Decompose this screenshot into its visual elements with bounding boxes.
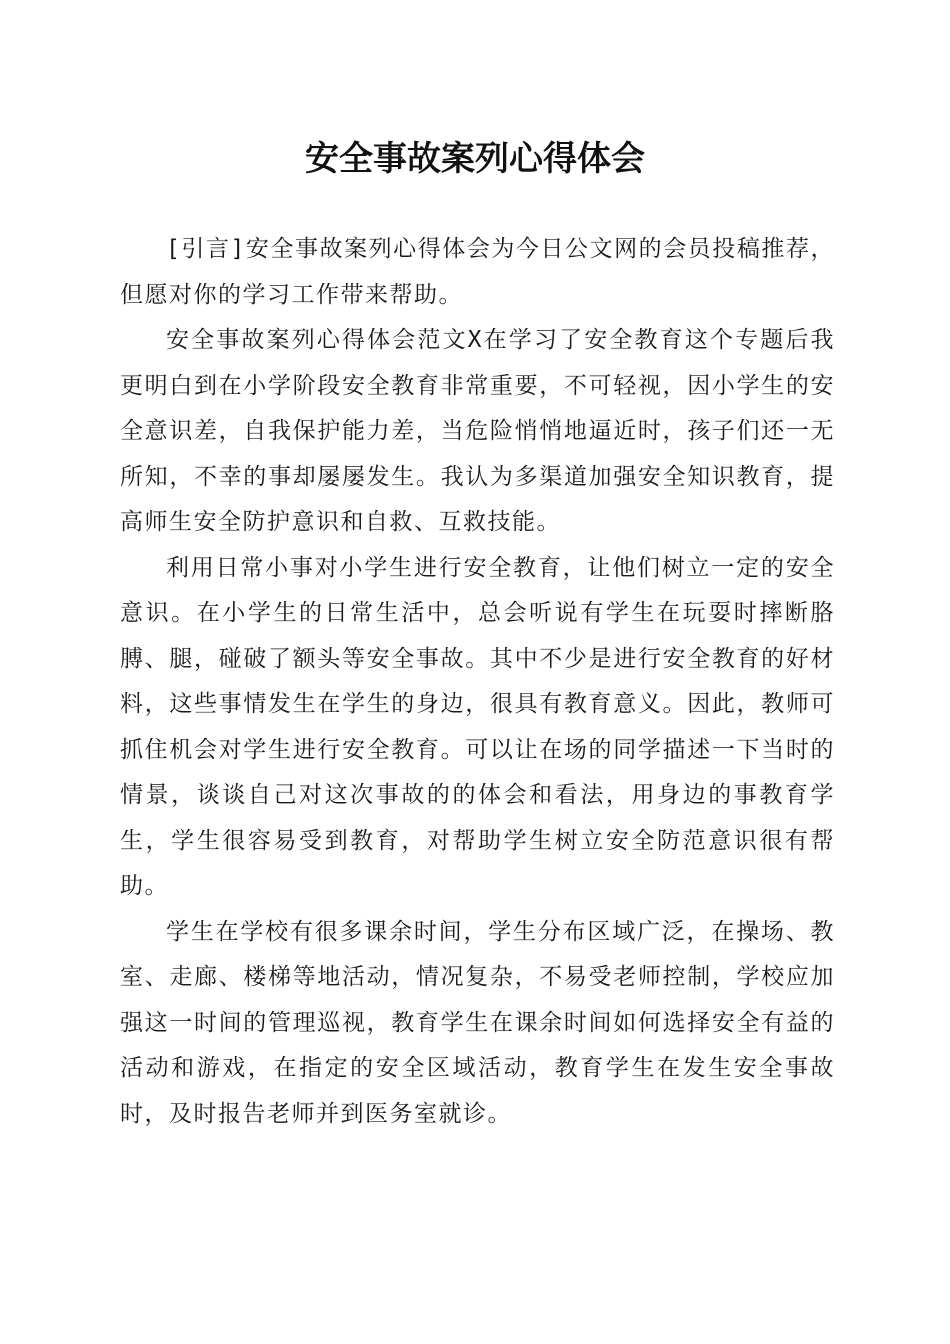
document-title: 安全事故案列心得体会 bbox=[305, 139, 645, 179]
document-body bbox=[120, 227, 835, 1137]
paragraph-intro: [引言]安全事故案列心得体会为今日公文网的会员投稿推荐，但愿对你的学习工作带来帮助。 bbox=[120, 236, 835, 308]
paragraph-1: 安全事故案列心得体会范文X在学习了安全教育这个专题后我更明白到在小学阶段安全教育非常重要，不可轻视，因小学生的安全意识差，自我保护能力差，当危险悄悄地逼近时，孩子们还一无所知，不幸的事却屡屡发生。我认为多渠道加强安全知识教育，提高师生安全防护意识和自救、互救技能。 bbox=[120, 327, 835, 535]
paragraph-2: 利用日常小事对小学生进行安全教育，让他们树立一定的安全意识。在小学生的日常生活中，总会听说有学生在玩耍时摔断胳膊、腿，碰破了额头等安全事故。其中不少是进行安全教育的好材料，这些事情发生在学生的身边，很具有教育意义。因此，教师可抓住机会对学生进行安全教育。可以让在场的同学描述一下当时的情景，谈谈自己对这次事故的的体会和看法，用身边的事教育学生，学生很容易受到教育，对帮助学生树立安全防范意识很有帮助。 bbox=[120, 554, 835, 899]
paragraph-3: 学生在学校有很多课余时间，学生分布区域广泛，在操场、教室、走廊、楼梯等地活动，情况复杂，不易受老师控制，学校应加强这一时间的管理巡视，教育学生在课余时间如何选择安全有益的活动和游戏，在指定的安全区域活动，教育学生在发生安全事故时，及时报告老师并到医务室就诊。 bbox=[120, 918, 835, 1127]
